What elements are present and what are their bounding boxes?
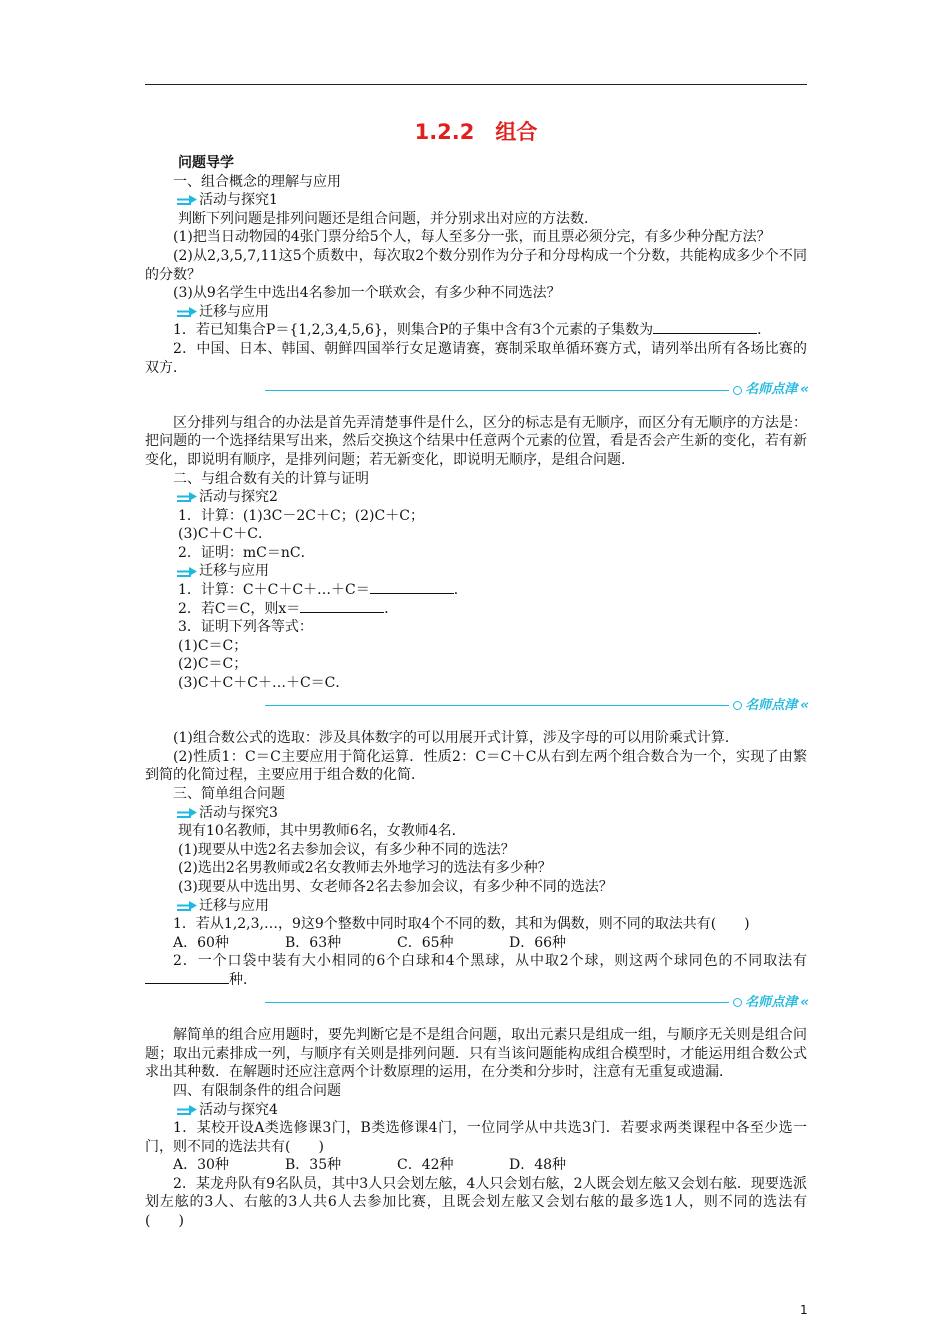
transfer-3-options [145,934,807,953]
transfer-2-q3a: (1)C＝C； [178,637,248,654]
chevron-left-icon: ‹‹ [800,382,807,398]
answer-blank [370,581,454,594]
activity-3-tag: 活动与探究3 [145,804,807,823]
option-c: C．65种 [397,934,454,951]
arrow-icon [177,193,197,207]
section-1-title: 一、组合概念的理解与应用 [173,173,341,190]
circle-icon [733,701,742,710]
tip-2b: (2)性质1：C＝C主要应用于简化运算．性质2：C＝C＋C从右到左两个组合数合为一个，实现了由繁到简的化简过程，主要应用于组合数的化简． [145,748,807,784]
transfer-1-tag: 迁移与应用 [145,303,807,322]
answer-blank [727,321,757,334]
page-title: 1.2.2 组合 [414,120,538,144]
activity-1-q1: (1)把当日动物园的4张门票分给5个人，每人至多分一张，而且票必须分完，有多少种分配方法？ [173,229,771,246]
option-b: B．35种 [285,1157,342,1174]
tip-3: 解简单的组合应用题时，要先判断它是不是组合问题，取出元素只是组成一组，与顺序无关则是组合问题；取出元素排成一列，与顺序有关则是排列问题．只有当该问题能构成组合模型时，才能运用组合数公式求出其种数．在解题时还应注意两个计数原理的运用，在分类和分步时，注意有无重复或遗漏． [145,1027,807,1081]
arrow-icon [177,899,197,913]
activity-1-intro: 判断下列问题是排列问题还是组合问题，并分别求出对应的方法数． [178,210,598,227]
activity-2-q2: 2．证明：mC＝nC． [178,544,315,561]
option-b: B．63种 [285,934,342,951]
tip-1: 区分排列与组合的办法是首先弄清楚事件是什么，区分的标志是有无顺序，而区分有无顺序的方法是：把问题的一个选择结果写出来，然后交换这个结果中任意两个元素的位置，看是否会产生新的变化，若有新变化，即说明有顺序，是排列问题；若无新变化，即说明无顺序，是组合问题． [145,414,807,468]
transfer-3-q2: 2．一个口袋中装有大小相同的6个白球和4个黑球，从中取2个球，则这两个球同色的不同取法有种． [145,952,807,989]
answer-blank [145,971,229,984]
transfer-1-q1: 1．若已知集合P＝{1,2,3,4,5,6}，则集合P的子集中含有3个元素的子集数为 ． [173,322,772,339]
activity-4-options [145,1156,807,1175]
tip-divider [145,697,807,716]
transfer-2-q1: 1．计算：C＋C＋C＋…＋C＝ ． [178,582,468,599]
arrow-icon [177,490,197,504]
chevron-left-icon: ‹‹ [800,697,807,713]
activity-2-q1: 1．计算：(1)3C－2C＋C；(2)C＋C； [178,507,424,524]
tip-badge: 名师点津 ‹‹ [733,994,807,1013]
arrow-icon [177,305,197,319]
document-body [145,118,807,1231]
transfer-2-q3: 3．证明下列各等式： [178,619,313,636]
header-rule [145,84,807,85]
transfer-2-tag: 迁移与应用 [145,562,807,581]
option-d: D．48种 [509,1157,567,1174]
arrow-icon [177,1103,197,1117]
activity-4-q2: 2．某龙舟队有9名队员，其中3人只会划左舷，4人只会划右舷，2人既会划左舷又会划右舷．现要选派划左舷的3人、右舷的3人共6人去参加比赛，且既会划左舷又会划右舷的最多选1人，则不同的选法有( ) [145,1175,807,1230]
section-4-title: 四、有限制条件的组合问题 [173,1082,341,1099]
section-3-title: 三、简单组合问题 [173,786,285,802]
option-a: A．30种 [173,1157,229,1174]
transfer-1-q2: 2．中国、日本、韩国、朝鲜四国举行女足邀请赛，赛制采取单循环赛方式，请列举出所有各场比赛的双方． [145,340,807,376]
transfer-3-tag: 迁移与应用 [145,897,807,916]
activity-3-q3: (3)现要从中选出男、女老师各2名去参加会议，有多少种不同的选法？ [178,878,613,895]
page-number: 1 [800,1303,808,1317]
section-heading: 问题导学 [178,155,234,171]
tip-divider [145,381,807,400]
transfer-3-q1: 1．若从1,2,3,…，9这9个整数中同时取4个不同的数，其和为偶数，则不同的取法共有( ) [173,916,750,933]
option-a: A．60种 [173,934,229,951]
arrow-icon [177,806,197,820]
activity-1-q3: (3)从9名学生中选出4名参加一个联欢会，有多少种不同选法？ [173,285,561,302]
activity-1-q2: (2)从2,3,5,7,11这5个质数中，每次取2个数分别作为分子和分母构成一个分数，共能构成多少个不同的分数？ [145,247,807,283]
circle-icon [733,998,742,1007]
activity-1-tag: 活动与探究1 [145,191,807,210]
option-c: C．42种 [397,1157,454,1174]
section-2-title: 二、与组合数有关的计算与证明 [173,470,369,487]
activity-4-q1: 1．某校开设A类选修课3门，B类选修课4门，一位同学从中共选3门．若要求两类课程中各至少选一门，则不同的选法共有( ) [145,1120,807,1155]
activity-2-tag: 活动与探究2 [145,488,807,507]
activity-3-q2: (2)选出2名男教师或2名女教师去外地学习的选法有多少种？ [178,860,552,877]
option-d: D．66种 [509,934,567,951]
tip-divider [145,994,807,1013]
circle-icon [733,386,742,395]
activity-4-tag: 活动与探究4 [145,1101,807,1120]
transfer-2-q3c: (3)C＋C＋C＋…＋C＝C． [178,675,350,692]
tip-badge: 名师点津 ‹‹ [733,697,807,716]
answer-blank [653,321,727,334]
transfer-2-q2: 2．若C＝C，则x＝ ． [178,600,399,617]
activity-3-intro: 现有10名教师，其中男教师6名，女教师4名． [178,823,466,840]
arrow-icon [177,565,197,579]
answer-blank [300,600,384,613]
activity-3-q1: (1)现要从中选2名去参加会议，有多少种不同的选法？ [178,841,515,858]
tip-badge: 名师点津 ‹‹ [733,381,807,400]
chevron-left-icon: ‹‹ [800,994,807,1010]
tip-2a: (1)组合数公式的选取：涉及具体数字的可以用展开式计算，涉及字母的可以用阶乘式计算． [173,730,739,747]
activity-2-q1b: (3)C＋C＋C． [178,526,272,543]
transfer-2-q3b: (2)C＝C； [178,656,248,673]
